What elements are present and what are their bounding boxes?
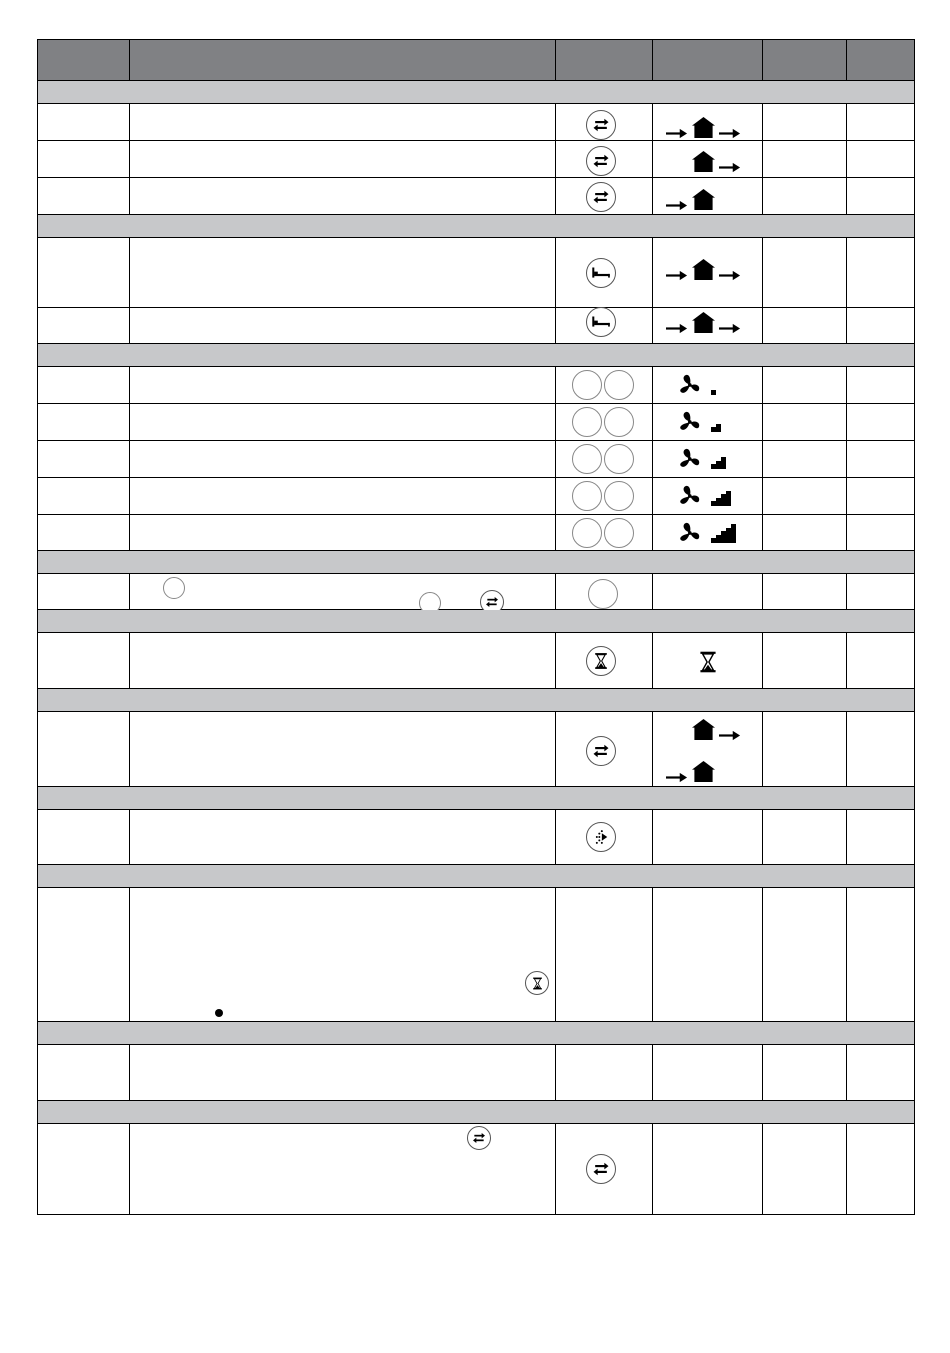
column-divider — [846, 104, 847, 215]
column-divider — [652, 1124, 653, 1214]
arrow-out-icon — [719, 323, 741, 334]
column-divider — [652, 238, 653, 344]
swap-arrows-icon — [591, 1159, 611, 1179]
fan-level-bar — [721, 457, 726, 469]
column-divider — [762, 1045, 763, 1101]
fan-icon — [678, 447, 702, 471]
column-divider — [846, 712, 847, 787]
fan-level-indicator — [711, 373, 741, 397]
column-divider — [762, 574, 763, 610]
column-divider — [129, 104, 130, 215]
display-symbol — [666, 258, 741, 281]
fan-level-indicator — [711, 521, 741, 545]
column-divider — [652, 1045, 653, 1101]
column-divider — [555, 712, 556, 787]
display-symbol — [691, 150, 741, 173]
hourglass-icon — [530, 976, 545, 991]
bullet-dot-icon — [215, 1009, 223, 1017]
fan-level-bar — [711, 501, 716, 506]
column-divider — [555, 104, 556, 215]
inline-swap-button — [480, 590, 506, 610]
swap-button[interactable] — [586, 182, 616, 212]
column-divider — [846, 40, 847, 81]
column-divider — [555, 367, 556, 551]
house-icon — [691, 760, 716, 783]
column-divider — [846, 367, 847, 551]
column-divider — [555, 40, 556, 81]
section-row — [38, 344, 914, 367]
blank-button[interactable] — [572, 444, 602, 479]
fan-level-bar — [716, 461, 721, 470]
column-divider — [555, 238, 556, 344]
swap-arrows-icon — [484, 594, 500, 610]
night-mode-button[interactable] — [586, 307, 616, 338]
blank-button[interactable] — [588, 579, 618, 614]
swap-arrows-icon — [591, 741, 611, 761]
column-divider — [652, 810, 653, 865]
display-symbol — [666, 188, 716, 211]
column-divider — [652, 367, 653, 551]
column-divider — [129, 633, 130, 689]
column-divider — [762, 633, 763, 689]
fan-level-indicator — [711, 410, 741, 434]
swap-button[interactable] — [586, 1154, 616, 1184]
display-symbol — [666, 760, 716, 783]
fan-level-bar — [711, 390, 716, 395]
fan-level-bar — [721, 531, 726, 543]
table-row — [38, 178, 914, 215]
table-row — [38, 104, 914, 141]
settings-table — [37, 39, 915, 1215]
blank-button[interactable] — [604, 481, 634, 516]
section-row — [38, 610, 914, 633]
blank-button[interactable] — [572, 481, 602, 516]
blank-button[interactable] — [604, 444, 634, 479]
column-divider — [129, 1124, 130, 1214]
arrow-out-icon — [719, 730, 741, 741]
section-row — [38, 787, 914, 810]
filter-arrow-icon — [591, 827, 611, 847]
column-divider — [846, 574, 847, 610]
inline-blank-button — [163, 577, 185, 604]
swap-arrows-icon — [471, 1130, 487, 1146]
display-symbol — [691, 718, 741, 741]
arrow-in-icon — [666, 270, 688, 281]
fan-icon — [678, 484, 702, 508]
table-row — [38, 478, 914, 515]
column-divider — [762, 40, 763, 81]
column-divider — [846, 810, 847, 865]
swap-arrows-icon — [591, 115, 611, 135]
fan-level-bar — [726, 528, 731, 544]
table-row — [38, 810, 914, 865]
table-row — [38, 308, 914, 344]
section-row — [38, 81, 914, 104]
column-divider — [762, 238, 763, 344]
fan-level-bar — [726, 491, 731, 507]
column-divider — [762, 810, 763, 865]
table-row — [38, 238, 914, 308]
fan-icon — [678, 410, 702, 434]
column-divider — [846, 1124, 847, 1214]
house-icon — [691, 311, 716, 334]
fan-level-bar — [716, 498, 721, 507]
column-divider — [846, 888, 847, 1022]
column-divider — [652, 40, 653, 81]
blank-button[interactable] — [604, 370, 634, 405]
swap-arrows-icon — [591, 187, 611, 207]
inline-swap-button — [467, 1126, 491, 1151]
column-divider — [129, 367, 130, 551]
section-row — [38, 865, 914, 888]
column-divider — [129, 712, 130, 787]
blank-button[interactable] — [572, 407, 602, 442]
fan-level-bar — [716, 535, 721, 544]
blank-button[interactable] — [604, 518, 634, 553]
fan-level-bar — [711, 538, 716, 543]
column-divider — [555, 888, 556, 1022]
swap-button[interactable] — [586, 736, 616, 766]
column-divider — [129, 40, 130, 81]
column-divider — [129, 574, 130, 610]
arrow-out-icon — [719, 128, 741, 139]
column-divider — [652, 104, 653, 215]
column-divider — [555, 1045, 556, 1101]
fan-level-indicator — [711, 447, 741, 471]
arrow-in-icon — [666, 128, 688, 139]
table-row — [38, 633, 914, 689]
display-symbol — [666, 116, 741, 139]
arrow-out-icon — [719, 162, 741, 173]
swap-button[interactable] — [586, 146, 616, 176]
column-divider — [846, 1045, 847, 1101]
fan-level-bar — [721, 494, 726, 506]
fan-level-indicator — [711, 484, 741, 508]
hourglass-icon — [591, 651, 611, 671]
swap-arrows-icon — [591, 151, 611, 171]
blank-button[interactable] — [604, 407, 634, 442]
section-row — [38, 1022, 914, 1045]
column-divider — [762, 367, 763, 551]
house-icon — [691, 258, 716, 281]
blank-button[interactable] — [572, 518, 602, 553]
swap-button[interactable] — [586, 110, 616, 140]
display-symbol — [666, 311, 741, 334]
column-divider — [762, 104, 763, 215]
arrow-in-icon — [666, 200, 688, 211]
table-row — [38, 367, 914, 404]
column-divider — [652, 888, 653, 1022]
table-row — [38, 441, 914, 478]
section-row — [38, 689, 914, 712]
night-mode-button[interactable] — [586, 258, 616, 289]
bed-icon — [590, 262, 612, 284]
arrow-in-icon — [666, 772, 688, 783]
fan-icon — [678, 521, 702, 545]
column-divider — [652, 712, 653, 787]
column-divider — [762, 888, 763, 1022]
column-divider — [846, 238, 847, 344]
column-divider — [555, 810, 556, 865]
inline-blank-button — [419, 592, 443, 610]
house-icon — [691, 188, 716, 211]
fan-icon — [678, 373, 702, 397]
column-divider — [129, 238, 130, 344]
fan-level-bar — [716, 424, 721, 433]
house-icon — [691, 116, 716, 139]
section-row — [38, 551, 914, 574]
table-row — [38, 141, 914, 178]
arrow-out-icon — [719, 270, 741, 281]
house-icon — [691, 718, 716, 741]
hourglass-icon — [695, 648, 721, 676]
column-divider — [652, 574, 653, 610]
column-divider — [129, 1045, 130, 1101]
timer-button[interactable] — [586, 646, 616, 676]
column-divider — [762, 1124, 763, 1214]
house-icon — [691, 150, 716, 173]
table-row — [38, 1045, 914, 1101]
section-row — [38, 215, 914, 238]
section-row — [38, 1101, 914, 1124]
column-divider — [129, 888, 130, 1022]
table-row — [38, 404, 914, 441]
column-divider — [652, 633, 653, 689]
inline-timer-button — [525, 971, 549, 996]
column-divider — [846, 633, 847, 689]
column-divider — [762, 712, 763, 787]
filter-button[interactable] — [586, 822, 616, 852]
bed-icon — [590, 311, 612, 333]
column-divider — [555, 633, 556, 689]
table-row — [38, 888, 914, 1022]
column-divider — [555, 1124, 556, 1214]
fan-level-bar — [731, 524, 736, 543]
table-header-row — [38, 40, 914, 81]
column-divider — [555, 574, 556, 610]
column-divider — [129, 810, 130, 865]
display-symbol — [695, 648, 721, 676]
table-row — [38, 515, 914, 551]
arrow-in-icon — [666, 323, 688, 334]
blank-button[interactable] — [572, 370, 602, 405]
fan-level-bar — [711, 427, 716, 432]
fan-level-bar — [711, 464, 716, 469]
table-row — [38, 712, 914, 787]
